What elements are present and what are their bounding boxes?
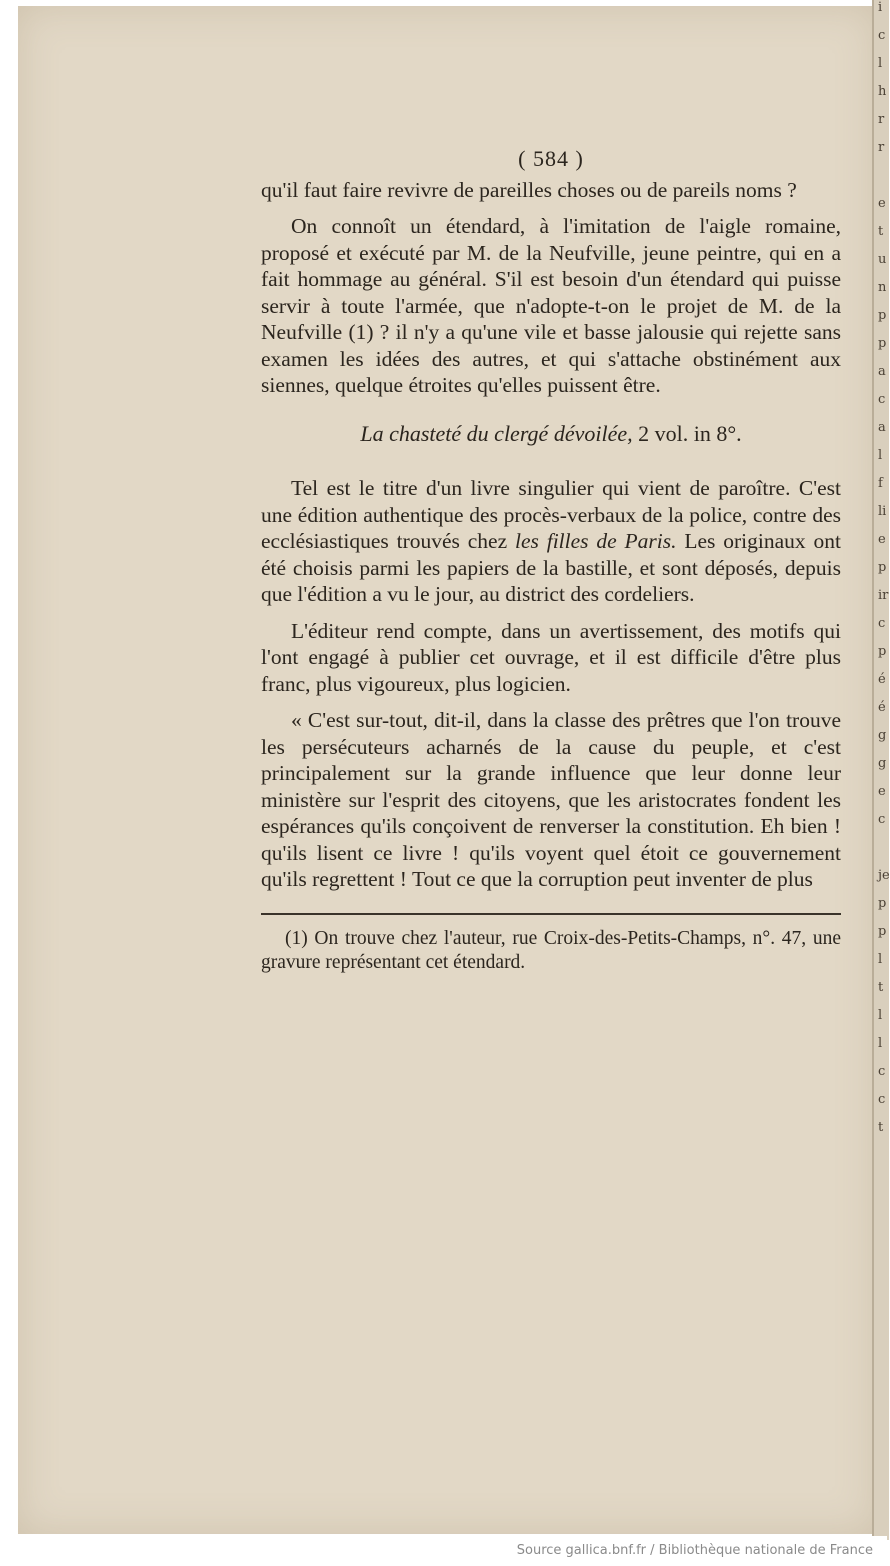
next-page-edge-letter: p (878, 560, 887, 575)
paragraph-etendard: On connoît un étendard, à l'imitation de l'aigle romaine, proposé et exécuté par M. de la Neufville, jeune peintre, qui en a fait hommage au général. S'il est besoin d'un étendard qui puisse servir à toute l'armée, que n'adopte-t-on le projet de M. de la Neufville (1) ? il n'y a qu'une vile et basse jalousie qui rejette sans examen les idées des autres, et qui s'attache obstinément aux siennes, quelque étroites qu'elles puissent être. (261, 214, 841, 397)
book-format: 2 vol. in 8°. (638, 420, 742, 446)
next-page-edge-letter: l (878, 1036, 883, 1051)
next-page-edge-letter: a (878, 420, 886, 435)
next-page-edge-letter: i (878, 0, 883, 15)
continuation-text: qu'il faut faire revivre de pareilles choses ou de pareils noms ? (261, 177, 797, 202)
next-page-edge-letter: g (878, 728, 887, 743)
next-page-edge-letter: li (878, 504, 887, 519)
next-page-edge-letter: é (878, 672, 886, 687)
page-number: ( 584 ) (518, 146, 584, 171)
next-page-edge-letter: c (878, 28, 886, 43)
next-page-edge-letter: c (878, 616, 886, 631)
next-page-edge-letter: c (878, 1092, 886, 1107)
paragraph-editeur: L'éditeur rend compte, dans un avertissement, des motifs qui l'ont engagé à publier cet ouvrage, et il est difficile d'être plus franc, plus vigoureux, plus logicien. (261, 618, 841, 696)
next-page-edge-letter: r (878, 140, 885, 155)
paragraph-livre-part1: Tel est le titre d'un livre singulier qui vient de paroître. C'est une édition authentique des procès-verbaux de la police, contre des ecclésiastiques trouvés chez (261, 476, 841, 553)
footnote: (1) On trouve chez l'auteur, rue Croix-des-Petits-Champs, n°. 47, une gravure représentant cet étendard. (261, 927, 841, 973)
next-page-edge-letter (878, 168, 889, 196)
next-page-edge-letter (878, 840, 889, 868)
next-page-edge-letter: ir (878, 588, 889, 603)
next-page-edge-letter: l (878, 56, 883, 71)
next-page-edge-letter: f (878, 476, 883, 491)
next-page-edge-letter: c (878, 392, 886, 407)
next-page-edge-letter: t (878, 980, 884, 995)
next-page-edge-letter: c (878, 1064, 886, 1079)
next-page-edge-letter: p (878, 924, 887, 939)
next-page-edge-letter: g (878, 756, 887, 771)
next-page-edge-letter: l (878, 448, 883, 463)
book-title: La chasteté du clergé dévoilée, (360, 420, 633, 446)
next-page-edge-letter: n (878, 280, 887, 295)
next-page-edge-letter: je (878, 868, 890, 883)
source-credit[interactable]: Source gallica.bnf.fr / Bibliothèque nationale de France (516, 1543, 873, 1558)
next-page-edge-letter: t (878, 1120, 884, 1135)
next-page-edge-letter: a (878, 364, 886, 379)
footnote-divider (261, 913, 841, 915)
next-page-edge-letter: t (878, 224, 884, 239)
next-page-edge-letter: p (878, 896, 887, 911)
paragraph-livre (261, 475, 841, 608)
next-page-edge-letter: p (878, 644, 887, 659)
paragraph-citation: « C'est sur-tout, dit-il, dans la classe des prêtres que l'on trouve les persécuteurs acharnés de la cause du peuple, et c'est principalement sur la grande influence que leur donne leur ministère sur l'esprit des citoyens, que les aristocrates fondent les espérances qu'ils conçoivent de renverser la constitution. Eh bien ! qu'ils lisent ce livre ! qu'ils voyent quel étoit ce gouvernement qu'ils regrettent ! Tout ce que la corruption peut inventer de plus (261, 708, 841, 891)
next-page-edge-letter: é (878, 700, 886, 715)
next-page-edge-letter: r (878, 112, 885, 127)
next-page-edge (872, 0, 889, 1540)
next-page-edge-letter: u (878, 252, 887, 267)
page-text (261, 146, 841, 975)
next-page-edge-letter: h (878, 84, 887, 99)
next-page-edge-letter: l (878, 952, 883, 967)
next-page-edge-letter: e (878, 784, 886, 799)
paragraph-livre-part2: Les originaux ont été choisis parmi les papiers de la bastille, et sont déposés, depuis que l'édition a vu le jour, au district des cordeliers. (261, 529, 842, 606)
next-page-edge-letter: l (878, 1008, 883, 1023)
scanned-page (18, 6, 876, 1534)
next-page-edge-letter: p (878, 336, 887, 351)
next-page-edge-letter: c (878, 812, 886, 827)
next-page-edge-letter: p (878, 308, 887, 323)
next-page-edge-letter: e (878, 532, 886, 547)
source-bar (0, 1536, 887, 1566)
paragraph-livre-italic: les filles de Paris. (515, 529, 677, 553)
next-page-edge-letter: e (878, 196, 886, 211)
book-title-line (261, 421, 841, 448)
